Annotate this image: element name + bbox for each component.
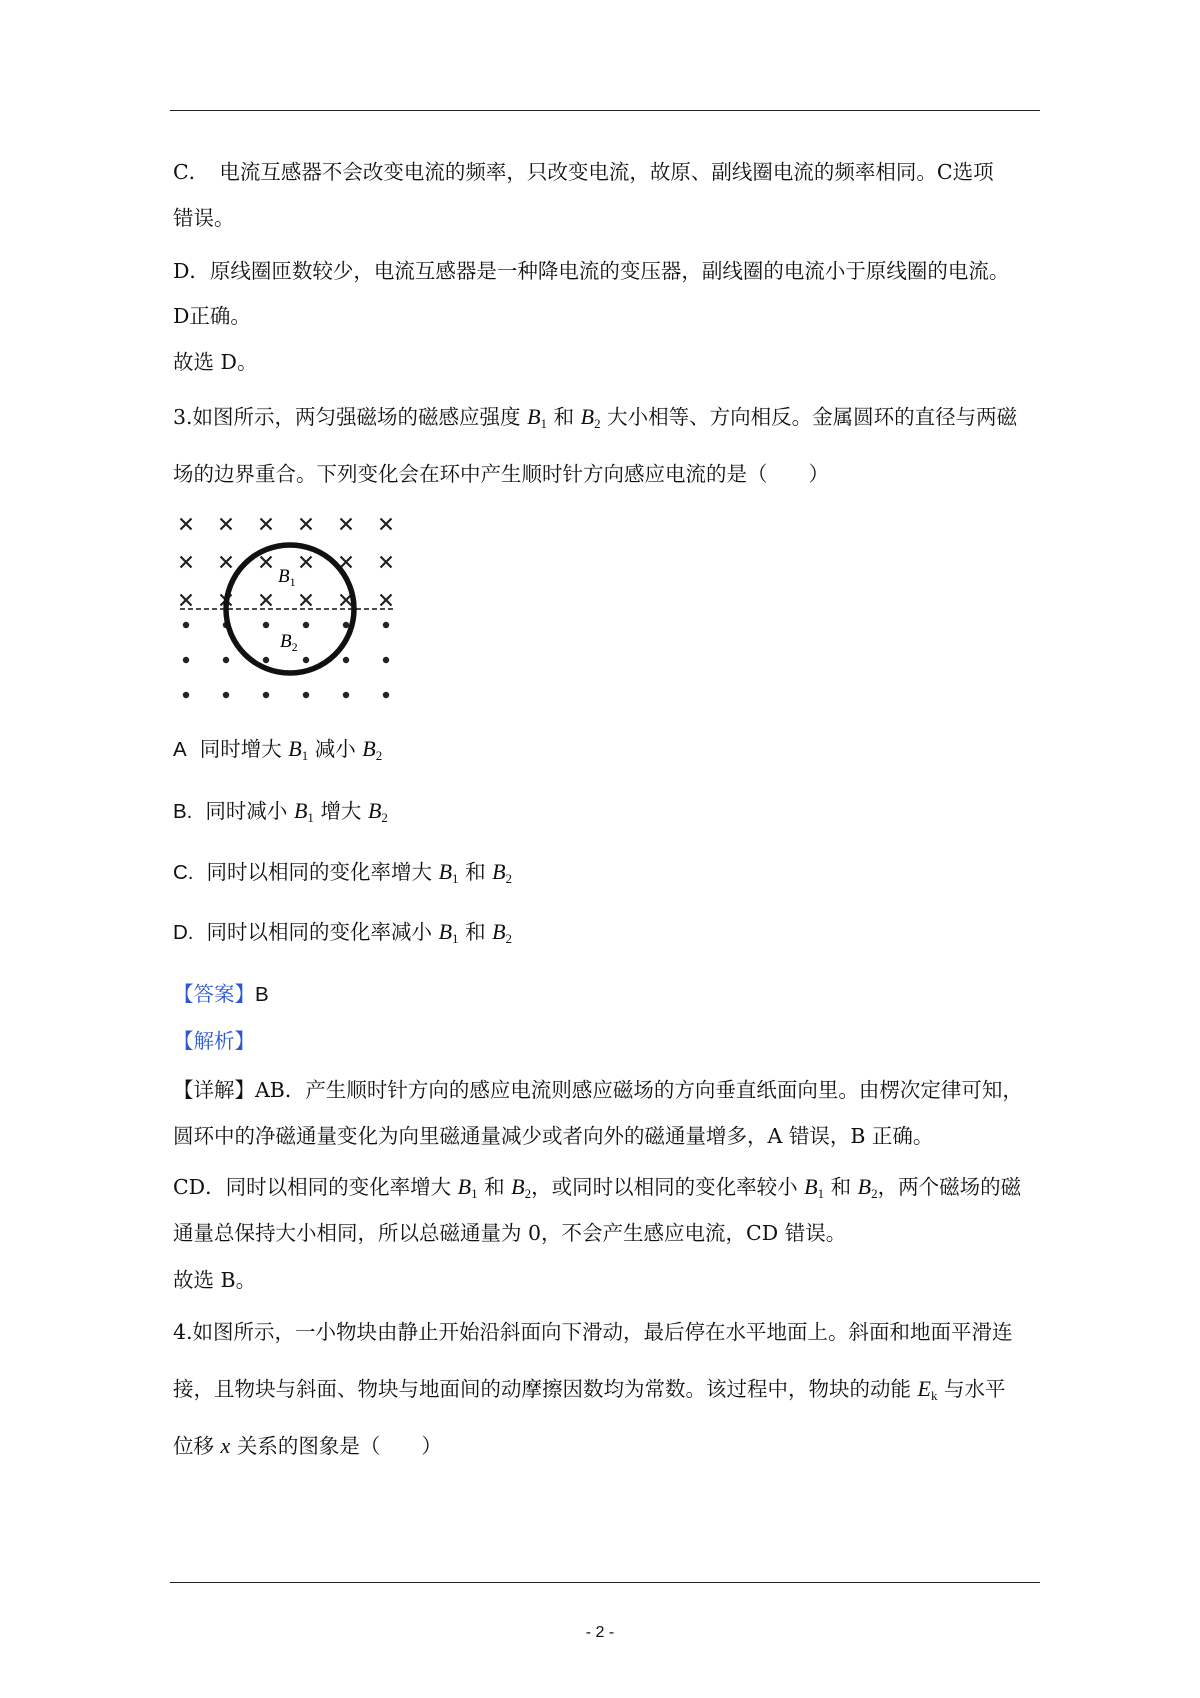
dot-marker [183,657,189,663]
dot-marker [183,692,189,698]
dot-marker [183,622,189,628]
option-c-explanation-cont: 错误。 [173,206,235,230]
dot-marker [263,622,269,628]
detail-line2: 圆环中的净磁通量变化为向里磁通量减少或者向外的磁通量增多，A 错误，B 正确。 [173,1124,934,1148]
cross-marker [181,595,192,606]
page-number: - 2 - [585,1624,615,1641]
cross-marker [341,519,352,530]
question-4-line3: 位移 x 关系的图象是（ ） [173,1433,442,1458]
cross-marker [301,519,312,530]
answer-tag: 【答案】 [173,982,255,1006]
cross-marker [381,519,392,530]
cross-marker [181,557,192,568]
cross-marker [301,595,312,606]
analysis-tag: 【解析】 [173,1029,255,1053]
question-3-line1: 3.如图所示，两匀强磁场的磁感应强度 $B_1$ 和 $B_2$ 大小相等、方向相反。金属圆环的直径与两磁 [173,404,1018,431]
question-4-line2: 接，且物块与斜面、物块与地面间的动摩擦因数均为常数。该过程中，物块的动能 $E_k$ 与水平 [173,1376,1006,1403]
cross-marker [381,557,392,568]
detail-cd-line1: CD．同时以相同的变化率增大 $B_1$ 和 $B_2$，或同时以相同的变化率较小 $B_1$ 和 $B_2$，两个磁场的磁 [173,1174,1022,1201]
dot-marker [383,692,389,698]
magnetic-field-figure [172,510,402,710]
answer-value: B [255,983,269,1006]
option-d: D. 同时以相同的变化率减小 $B_1$ 和 $B_2$ [173,919,513,946]
dot-marker [303,622,309,628]
field-into-page-crosses [181,519,392,606]
cross-marker [261,519,272,530]
cross-marker [341,557,352,568]
dot-marker [343,692,349,698]
dot-marker [223,692,229,698]
question-3-line2: 场的边界重合。下列变化会在环中产生顺时针方向感应电流的是（ ） [173,462,829,486]
dot-marker [303,692,309,698]
label-b1: $B_1$ [278,566,296,589]
header-rule [170,110,1040,111]
dot-marker [223,657,229,663]
cross-marker [261,595,272,606]
cross-marker [181,519,192,530]
footer-rule [170,1582,1040,1583]
option-a: A 同时增大 $B_1$ 减小 $B_2$ [173,736,383,763]
detail-cd-line2: 通量总保持大小相同，所以总磁通量为 0，不会产生感应电流，CD 错误。 [173,1221,847,1245]
cross-marker [341,595,352,606]
cross-marker [381,595,392,606]
cross-marker [301,557,312,568]
dot-marker [303,657,309,663]
dot-marker [343,622,349,628]
choose-b: 故选 B。 [173,1268,257,1292]
question-4-line1: 4.如图所示，一小物块由静止开始沿斜面向下滑动，最后停在水平地面上。斜面和地面平滑连 [173,1320,1013,1344]
choose-d: 故选 D。 [173,350,258,374]
cross-marker [221,519,232,530]
option-d-explanation: D．原线圈匝数较少，电流互感器是一种降电流的变压器，副线圈的电流小于原线圈的电流。 [173,259,1010,283]
answer-line [173,980,1043,1009]
dot-marker [383,657,389,663]
dot-marker [343,657,349,663]
option-c-explanation: C． 电流互感器不会改变电流的频率，只改变电流，故原、副线圈电流的频率相同。C选项 [173,160,994,184]
detail-line1: 【详解】AB．产生顺时针方向的感应电流则感应磁场的方向垂直纸面向里。由楞次定律可知， [173,1078,1023,1102]
cross-marker [221,557,232,568]
dot-marker [263,657,269,663]
dot-marker [263,692,269,698]
option-c: C. 同时以相同的变化率增大 $B_1$ 和 $B_2$ [173,859,513,886]
label-b2: $B_2$ [280,631,298,654]
cross-marker [261,557,272,568]
option-d-explanation-cont: D正确。 [173,304,251,328]
option-b: B. 同时减小 $B_1$ 增大 $B_2$ [173,798,388,825]
dot-marker [383,622,389,628]
